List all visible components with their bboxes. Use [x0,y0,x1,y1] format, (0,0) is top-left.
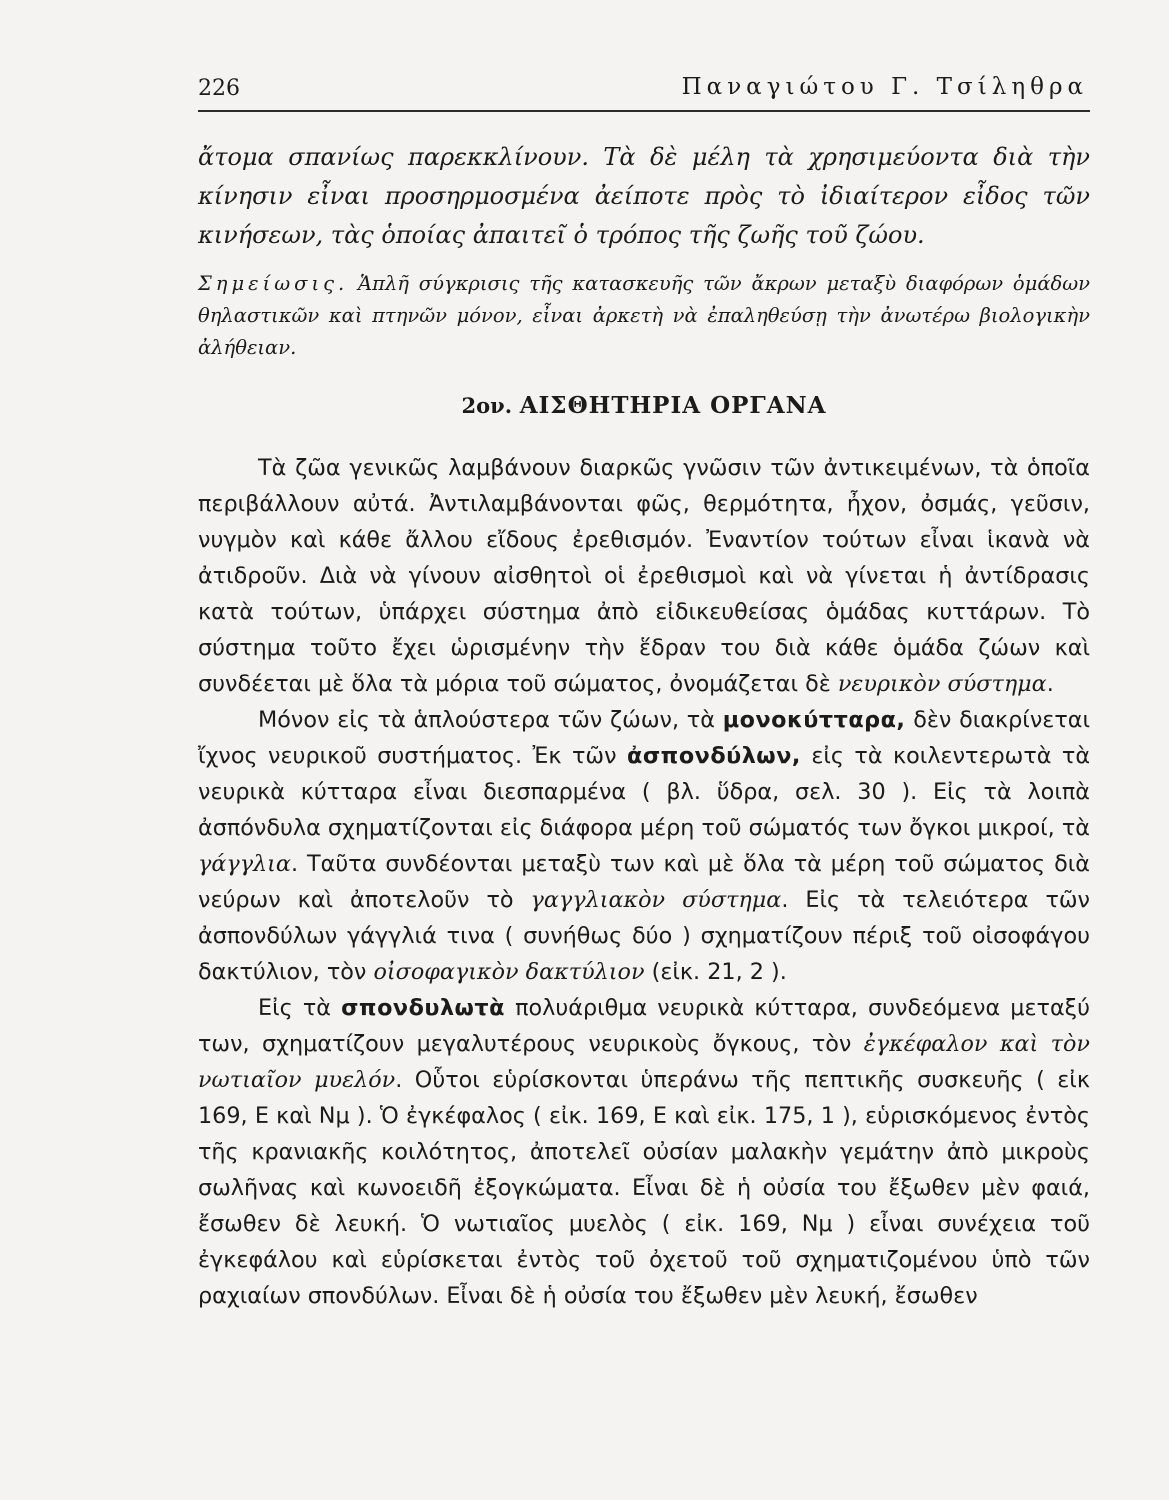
p2-c: δὲν διακρίνεται ἴχνος νευρικοῦ συστήματος. Ἐκ τῶν [198,707,1091,769]
running-head: Παναγιώτου Γ. Τσίληθρα [681,74,1088,100]
intro-paragraph: ἄτομα σπανίως παρεκκλίνουν. Τὰ δὲ μέλη τὰ χρησιμεύοντα διὰ τὴν κίνησιν εἶναι προσηρμοσμένα ἀείποτε πρὸς τὸ ἰδιαίτερον εἶδος τῶν κινήσεων, τὰς ὁποίας ἀπαιτεῖ ὁ τρόπος τῆς ζωῆς τοῦ ζώου. [198,143,1090,249]
p1-text: Τὰ ζῶα γενικῶς λαμβάνουν διαρκῶς γνῶσιν τῶν ἀντικειμένων, τὰ ὁποῖα περιβάλλουν αὐτά. Ἀντιλαμβάνονται φῶς, θερμότητα, ἦχον, ὀσμάς, γεῦσιν, νυγμὸν καὶ κάθε ἄλλου εἴδους ἐρεθισμόν. Ἐναντίον τούτων εἶναι ἱκανὰ νὰ ἀτιδροῦν. Διὰ νὰ γίνουν αἰσθητοὶ οἱ ἐρεθισμοὶ καὶ νὰ γίνεται ἡ ἀντίδρασις κατὰ τούτων, ὑπάρχει σύστημα ἀπὸ εἰδικευθείσας ὁμάδας κυττάρων. Τὸ σύστημα τοῦτο ἔχει ὡρισμένην τὴν ἕδραν του διὰ κάθε ὁμάδα ζώων καὶ συνδέεται μὲ ὅλα τὰ μόρια τοῦ σώματος, ὀνομάζεται δὲ [198,455,1090,697]
p2-bold-1: μονοκύτταρα, [722,707,906,733]
note-paragraph [198,268,1090,364]
p2-f: . Εἰς τὰ τελειότερα τῶν ἀσπονδύλων γάγγλιά τινα ( συνήθως δύο ) σχηματίζουν πέριξ τοῦ οἰσοφάγου δακτύλιον, τὸν [198,887,1090,985]
paragraph-1 [198,450,1090,702]
p2-e: . Ταῦτα συνδέονται μεταξὺ των καὶ μὲ ὅλα τὰ μέρη τοῦ σώματος διὰ νεύρων καὶ ἀποτελοῦν τὸ [198,851,1090,913]
p2-italic-2: γαγγλιακὸν σύστημα [530,887,782,913]
section-heading [198,392,1090,419]
p3-italic-1: ἐγκέφαλον καὶ τὸν νωτιαῖον μυελόν [198,1031,1090,1093]
body-text [198,450,1090,1314]
page-header [198,70,1088,110]
p2-italic-1: γάγγλια [198,851,291,877]
note-label: Σημείωσις. [198,272,349,295]
section-title: ΑΙΣΘΗΤΗΡΙΑ ΟΡΓΑΝΑ [519,392,827,419]
p1-end: . [1046,671,1054,697]
p2-g: (εἰκ. 21, 2 ). [651,959,787,985]
header-rule [198,110,1090,112]
p1-term: νευρικὸν σύστημα [837,671,1047,697]
p3-d: . Οὗτοι εὑρίσκονται ὑπεράνω τῆς πεπτικῆς συσκευῆς ( εἰκ 169, Ε καὶ Νμ ). Ὁ ἐγκέφαλος ( εἰκ. 169, Ε καὶ εἰκ. 175, 1 ), εὑρισκόμενος ἐντὸς τῆς κρανιακῆς κοιλότητος, ἀποτελεῖ οὐσίαν μαλακὴν γεμάτην ἀπὸ μικροὺς σωλῆνας καὶ κωνοειδῆ ἐξογκώματα. Εἶναι δὲ ἡ οὐσία του ἔξωθεν μὲν φαιά, ἔσωθεν δὲ λευκή. Ὁ νωτιαῖος μυελὸς ( εἰκ. 169, Νμ ) εἶναι συνέχεια τοῦ ἐγκεφάλου καὶ εὑρίσκεται ἐντὸς τοῦ ὀχετοῦ τοῦ σχηματιζομένου ὑπὸ τῶν ραχιαίων σπονδύλων. Εἶναι δὲ ἡ οὐσία του ἔξωθεν μὲν λευκή, ἔσωθεν [198,1067,1090,1309]
paragraph-2 [198,702,1090,990]
note-text: Ἁπλῆ σύγκρισις τῆς κατασκευῆς τῶν ἄκρων μεταξὺ διαφόρων ὁμάδων θηλαστικῶν καὶ πτηνῶν μόνον, εἶναι ἀρκετὴ νὰ ἐπαληθεύσῃ τὴν ἀνωτέρω βιολογικὴν ἀλήθειαν. [198,272,1090,359]
p3-c: πολυάριθμα νευρικὰ κύτταρα, συνδεόμενα μεταξύ των, σχηματίζουν μεγαλυτέρους νευρικοὺς ὄγκους, τὸν [198,995,1090,1057]
section-number: 2ον. [461,393,513,418]
p2-italic-3: οἰσοφαγικὸν δακτύλιον [373,959,645,985]
page-number: 226 [198,76,240,101]
p3-bold-1: σπονδυλωτὰ [341,995,505,1021]
p2-a: Μόνον εἰς τὰ ἁπλούστερα τῶν ζώων, τὰ [258,707,715,733]
p2-d: εἰς τὰ κοιλεντερωτὰ τὰ νευρικὰ κύτταρα εἶναι διεσπαρμένα ( βλ. ὕδρα, σελ. 30 ). Εἰς τὰ λοιπὰ ἀσπόνδυλα σχηματίζονται εἰς διάφορα μέρη τοῦ σώματός των ὄγκοι μικροί, τὰ [198,743,1091,841]
paragraph-3 [198,990,1090,1314]
p3-a: Εἰς τὰ [258,995,331,1021]
p2-bold-2: ἀσπονδύλων, [627,743,801,769]
